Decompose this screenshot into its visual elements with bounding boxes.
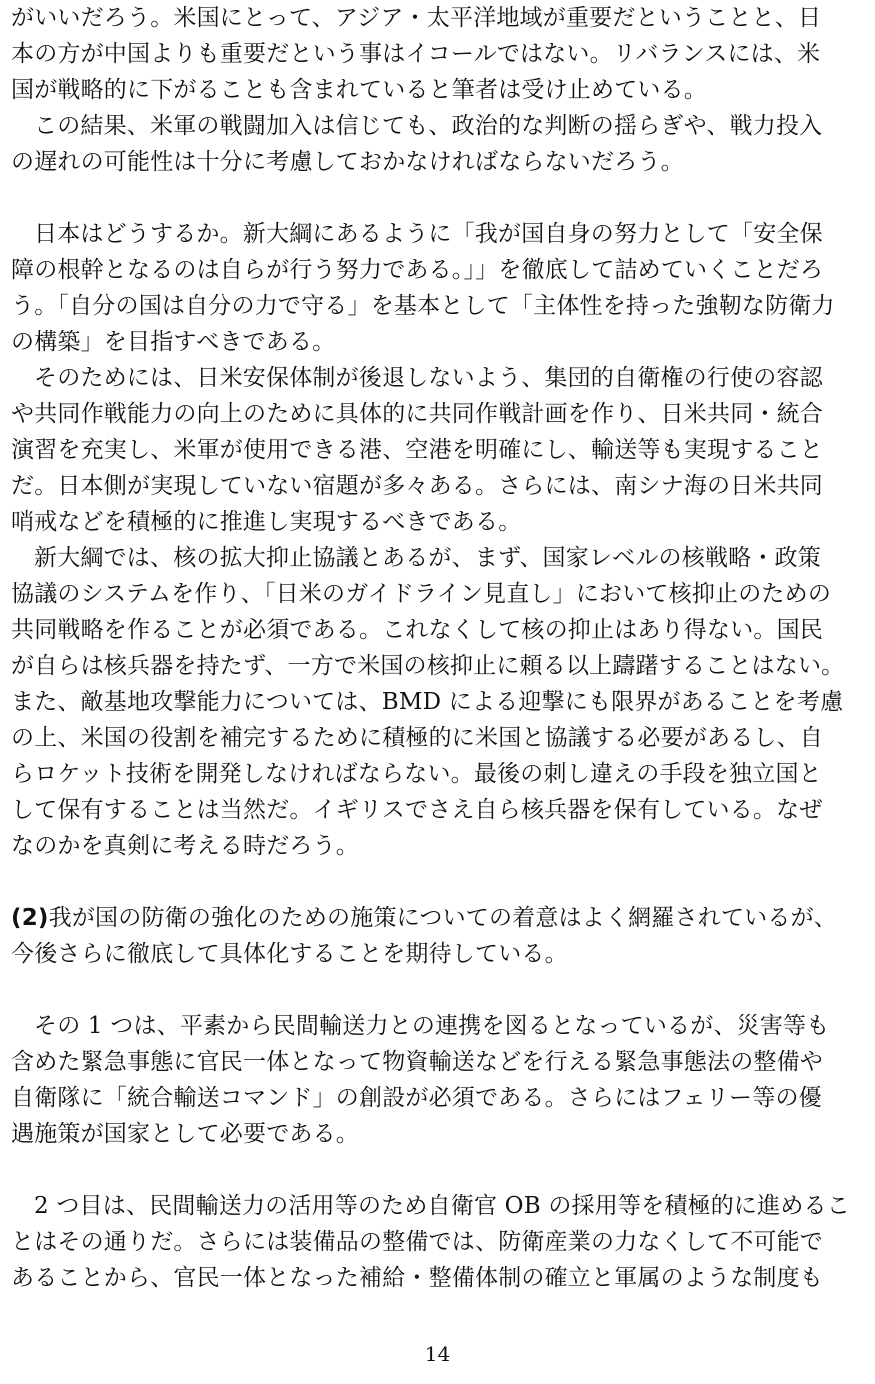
text-line: 自衛隊に「統合輸送コマンド」の創設が必須である。さらにはフェリー等の優 (11, 1085, 822, 1111)
text-line: 協議のシステムを作り、「日米のガイドライン見直し」において核抑止のための (11, 581, 832, 607)
section-text: 我が国の防衛の強化のための施策についての着意はよく網羅されているが、 (48, 905, 837, 931)
blank-line (11, 864, 859, 900)
text-line: その 1 つは、平素から民間輸送力との連携を図るとなっているが、災害等も (34, 1013, 830, 1039)
text-line: の遅れの可能性は十分に考慮しておかなければならないだろう。 (11, 149, 684, 175)
text-line: この結果、米軍の戦闘加入は信じても、政治的な判断の揺らぎや、戦力投入 (34, 113, 823, 139)
text-line: や共同作戦能力の向上のために具体的に共同作戦計画を作り、日米共同・統合 (11, 401, 823, 427)
paragraph (11, 360, 859, 540)
paragraph (11, 108, 859, 180)
blank-line (11, 180, 859, 216)
text-line: して保有することは当然だ。イギリスでさえ自ら核兵器を保有している。なぜ (11, 797, 823, 823)
text-line: なのかを真剣に考える時だろう。 (11, 833, 359, 859)
section-heading (11, 900, 859, 972)
blank-line (11, 1152, 859, 1188)
text-line: 含めた緊急事態に官民一体となって物資輸送などを行える緊急事態法の整備や (11, 1049, 823, 1075)
paragraph (11, 0, 859, 108)
text-line: う。「自分の国は自分の力で守る」を基本として「主体性を持った強靭な防衛力 (11, 293, 835, 319)
text-line: 共同戦略を作ることが必須である。これなくして核の抑止はあり得ない。国民 (11, 617, 823, 643)
text-line: だ。日本側が実現していない宿題が多々ある。さらには、南シナ海の日米共同 (11, 473, 823, 499)
text-line: 新大綱では、核の拡大抑止協議とあるが、まず、国家レベルの核戦略・政策 (34, 545, 821, 571)
text-line: の上、米国の役割を補完するために積極的に米国と協議する必要があるし、自 (11, 725, 823, 751)
text-line: 障の根幹となるのは自らが行う努力である。」」を徹底して詰めていくことだろ (11, 257, 824, 283)
paragraph (11, 1188, 859, 1296)
text-line: そのためには、日米安保体制が後退しないよう、集団的自衛権の行使の容認 (34, 365, 823, 391)
page-number: 14 (424, 1342, 451, 1366)
paragraph (11, 216, 859, 360)
document-page (11, 0, 859, 1296)
blank-line (11, 972, 859, 1008)
text-line: 演習を充実し、米軍が使用できる港、空港を明確にし、輸送等も実現すること (11, 437, 823, 463)
text-line: 日本はどうするか。新大綱にあるように「我が国自身の努力として「安全保 (34, 221, 823, 247)
text-line: 哨戒などを積極的に推進し実現するべきである。 (11, 509, 522, 535)
text-line: また、敵基地攻撃能力については、BMD による迎撃にも限界があることを考慮 (11, 689, 844, 715)
text-line: あることから、官民一体となった補給・整備体制の確立と軍属のような制度も (11, 1265, 823, 1291)
text-line: がいいだろう。米国にとって、アジア・太平洋地域が重要だということと、日 (11, 5, 822, 31)
text-line: の構築」を目指すべきである。 (11, 329, 336, 355)
paragraph (11, 540, 859, 864)
text-line: 今後さらに徹底して具体化することを期待している。 (11, 941, 568, 967)
text-line (11, 900, 859, 936)
paragraph (11, 1008, 859, 1152)
text-line: 国が戦略的に下がることも含まれていると筆者は受け止めている。 (11, 77, 707, 103)
text-line: 遇施策が国家として必要である。 (11, 1121, 359, 1147)
text-line: 2 つ目は、民間輸送力の活用等のため自衛官 OB の採用等を積極的に進めるこ (34, 1193, 850, 1219)
text-line: らロケット技術を開発しなければならない。最後の刺し違えの手段を独立国と (11, 761, 822, 787)
text-line: が自らは核兵器を持たず、一方で米国の核抑止に頼る以上躊躇することはない。 (11, 653, 845, 679)
text-line: 本の方が中国よりも重要だという事はイコールではない。リバランスには、米 (11, 41, 821, 67)
text-line: とはその通りだ。さらには装備品の整備では、防衛産業の力なくして不可能で (11, 1229, 823, 1255)
section-number: (2) (11, 905, 49, 931)
